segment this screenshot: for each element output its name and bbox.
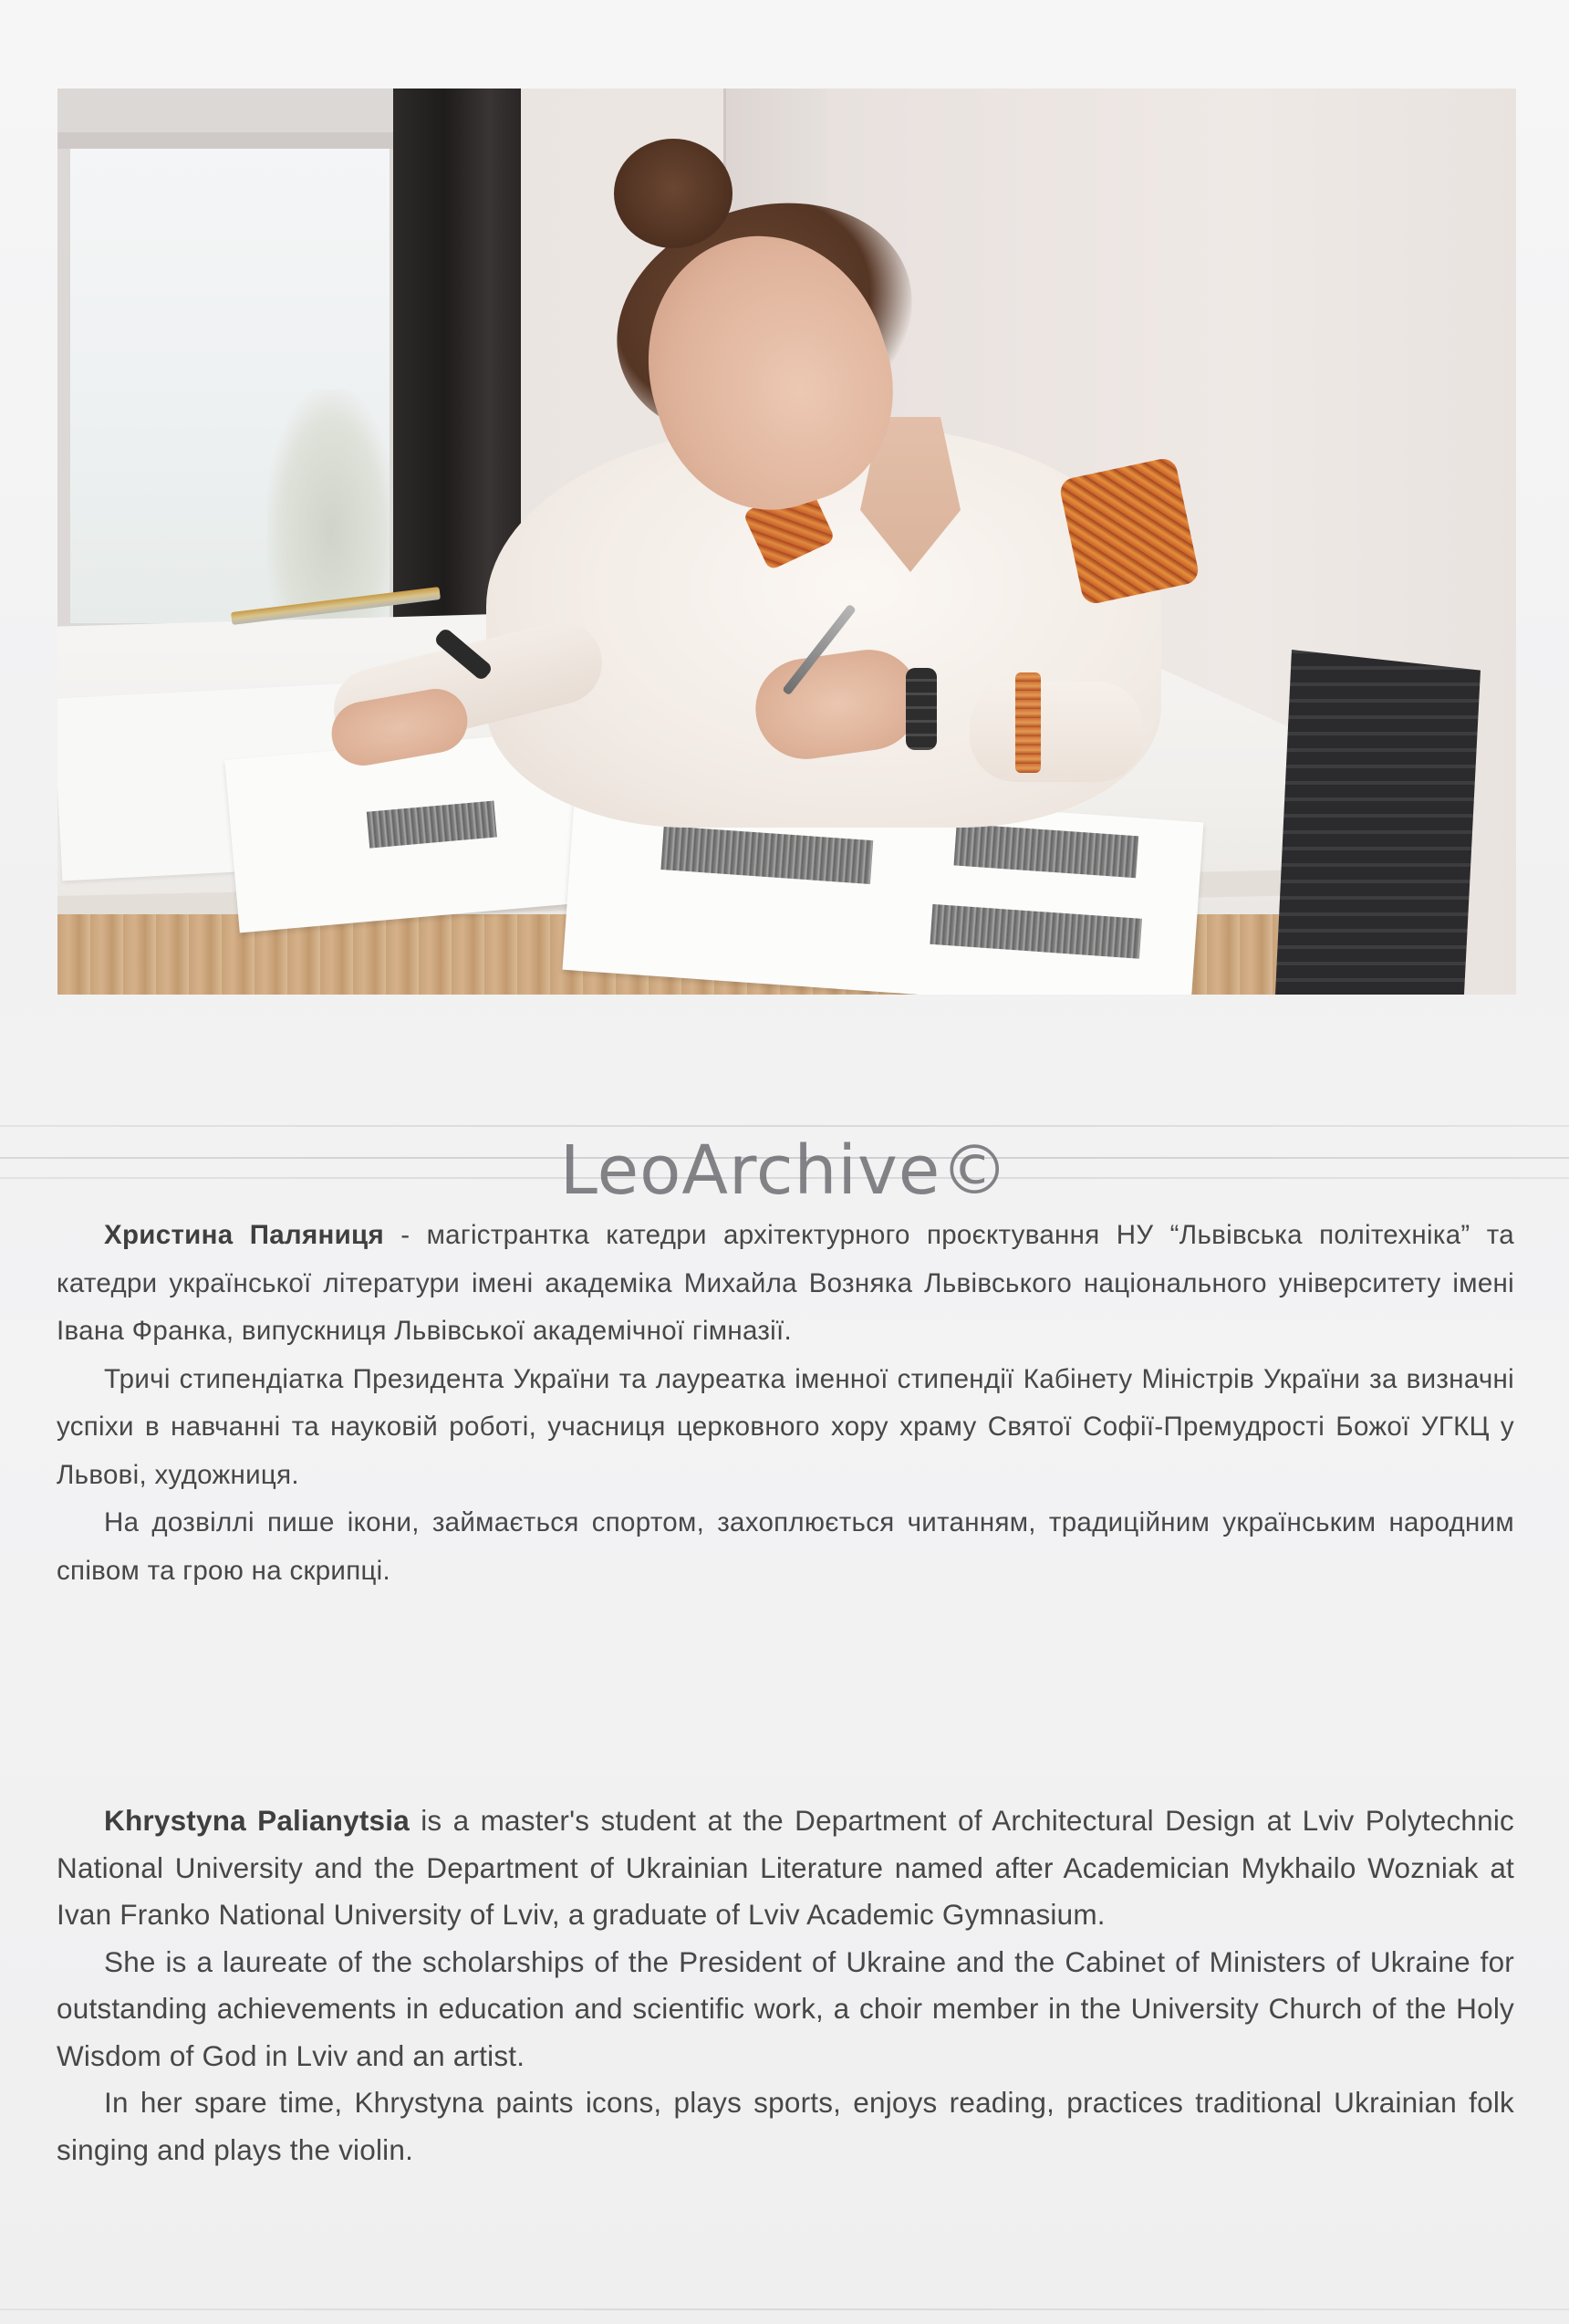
paragraph-text: На дозвіллі пише ікони, займається спортом, захоплюється читанням, традиційним українським народним співом та грою на скрипці. (57, 1507, 1514, 1586)
paragraph (57, 1356, 1514, 1500)
window-bar (57, 132, 400, 149)
sketch-building (660, 826, 873, 884)
paragraph-text: - магістрантка катедри архітектурного проєктування НУ “Львівська політехніка” та катедри української літератури імені академіка Михайла Возняка Львівського національного університету імені Івана Франка, випускниця Львівської академічної гімназії. (57, 1220, 1514, 1346)
person-name: Khrystyna Palianytsia (104, 1804, 410, 1837)
paragraph-text: is a master's student at the Department of Architectural Design at Lviv Polytechnic National University and the Department of Ukrainian Literature named after Academician Mykhailo Wozniak at Ivan Franko National University of Lviv, a graduate of Lviv Academic Gymnasium. (57, 1804, 1514, 1931)
paragraph-text: In her spare time, Khrystyna paints icons, plays sports, enjoys reading, practices traditional Ukrainian folk singing and plays the violin. (57, 2086, 1514, 2166)
bracelet (906, 668, 937, 750)
portrait-photo (57, 89, 1516, 995)
paragraph (57, 1212, 1514, 1356)
cuff-embroidery (1015, 672, 1041, 773)
bottom-edge (0, 2308, 1569, 2310)
biography-english (57, 1798, 1514, 2173)
paragraph (57, 1798, 1514, 1939)
chair (1275, 650, 1481, 995)
window-tree (267, 390, 395, 627)
paragraph-text: Тричі стипендіатка Президента України та лауреатка іменної стипендії Кабінету Міністрів України за визначні успіхи в навчанні та науковій роботі, учасниця церковного хору храму Святої Софії-Премудрості Божої УГКЦ у Львові, художниця. (57, 1363, 1514, 1490)
paragraph (57, 1939, 1514, 2080)
paragraph (57, 1499, 1514, 1595)
watermark: LeoArchive© (559, 1131, 1010, 1210)
sketch-building (367, 801, 497, 849)
paragraph-text: She is a laureate of the scholarships of the President of Ukraine and the Cabinet of Ministers of Ukraine for outstanding achievements in education and scientific work, a choir member in the University Church of the Holy Wisdom of God in Lviv and an artist. (57, 1944, 1514, 2072)
person-name: Христина Паляниця (104, 1220, 384, 1250)
sketch-building (930, 904, 1142, 959)
hair-bun (614, 139, 733, 248)
biography-ukrainian (57, 1212, 1514, 1595)
sketch-building (954, 823, 1139, 878)
paragraph (57, 2079, 1514, 2173)
fold-line (0, 1125, 1569, 1127)
sleeve-cuff (970, 682, 1143, 782)
